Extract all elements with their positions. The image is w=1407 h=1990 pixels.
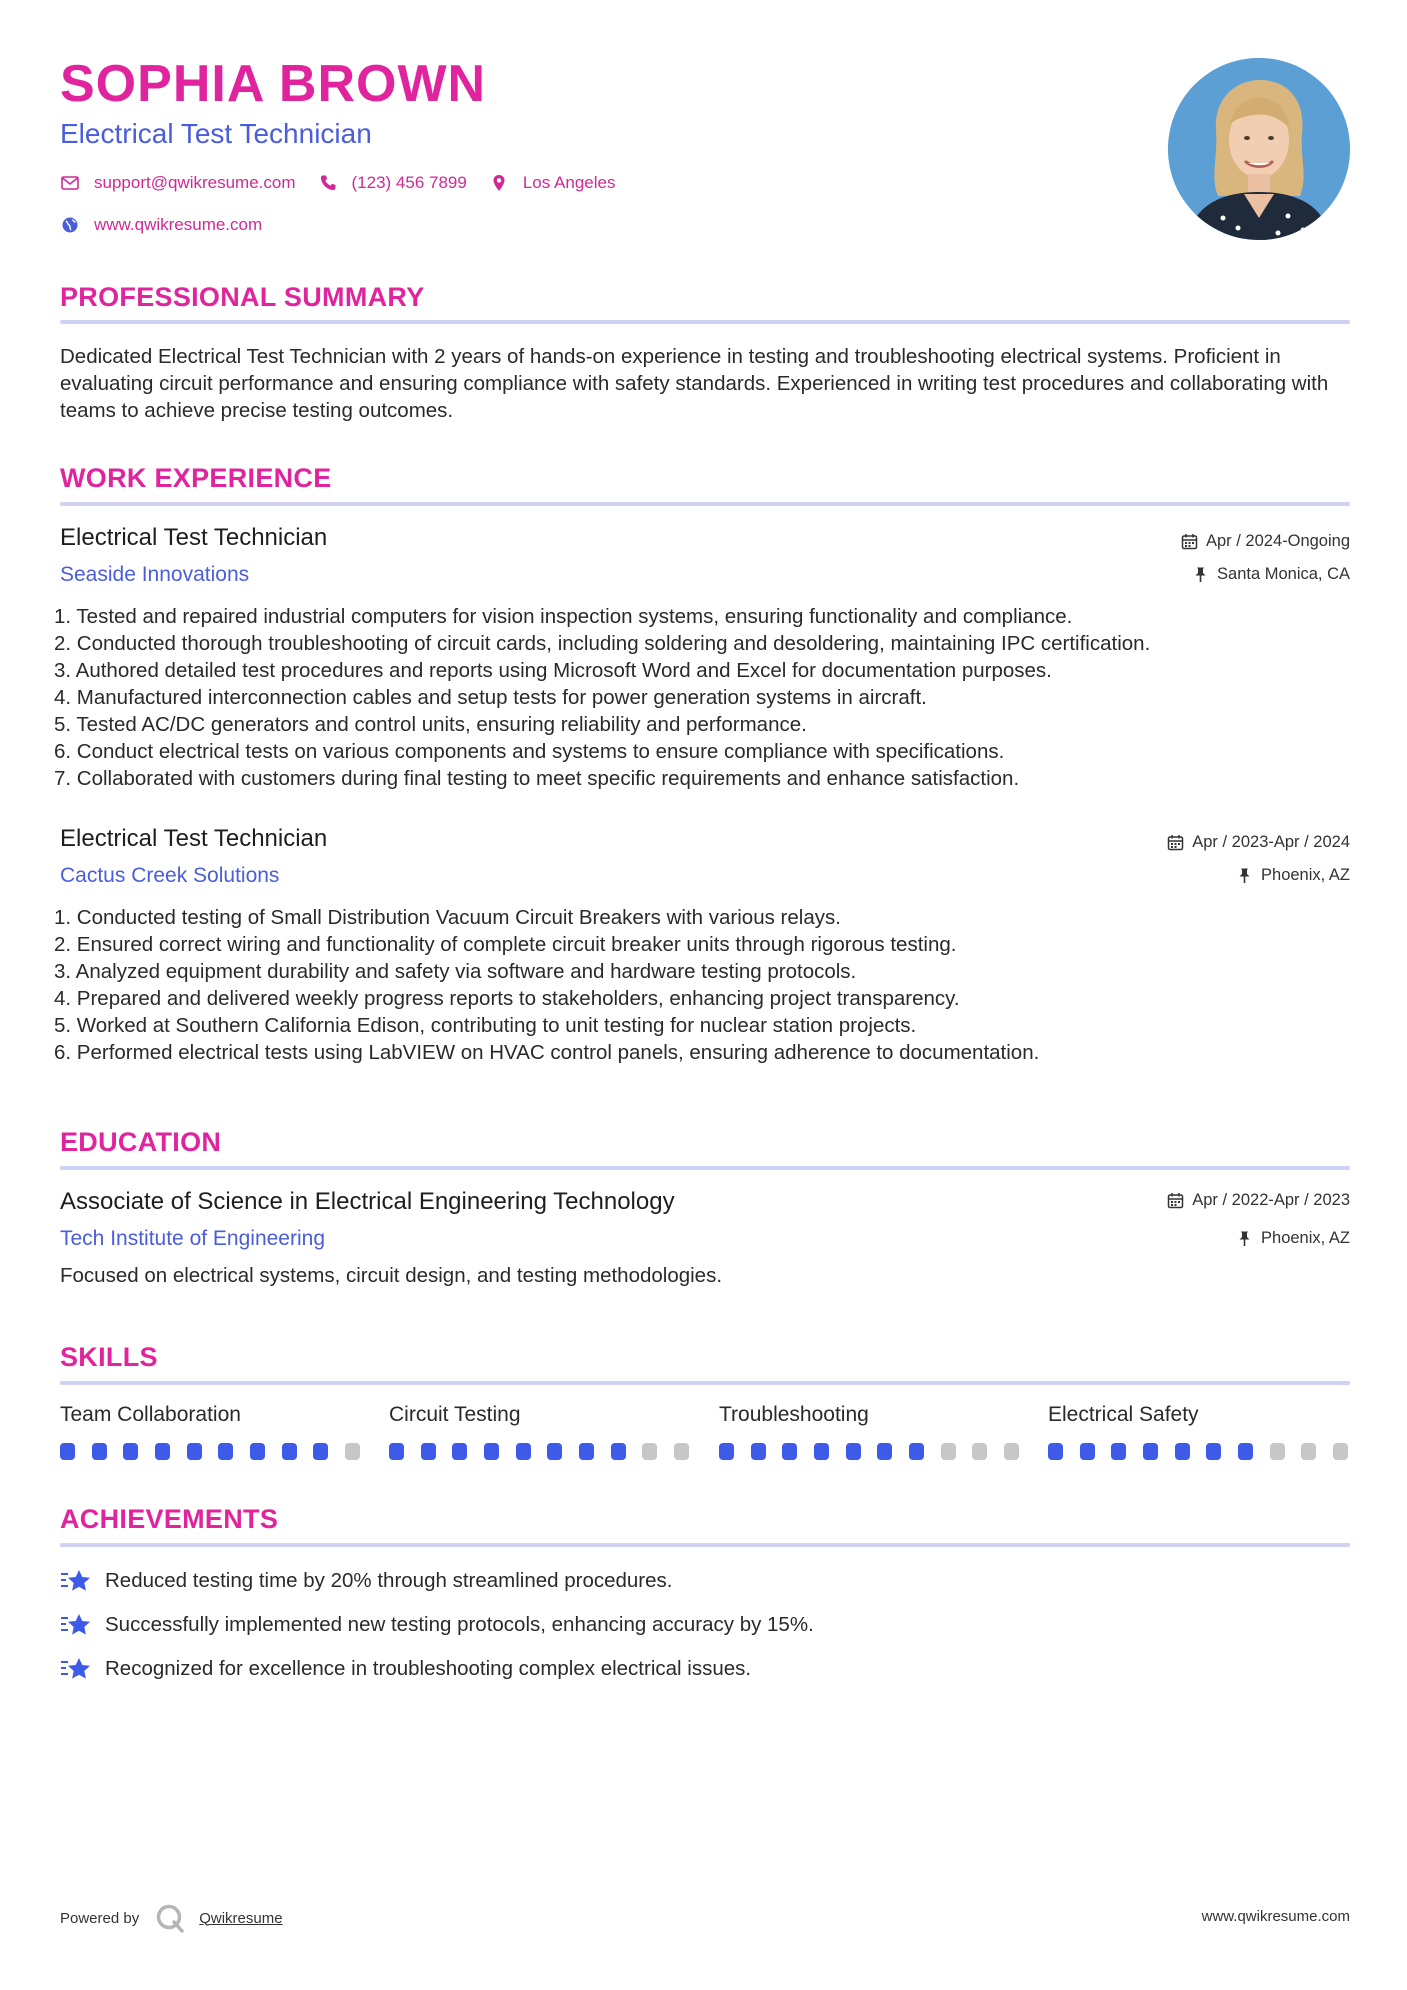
star-badge-icon — [60, 1655, 92, 1683]
candidate-name: SOPHIA BROWN — [60, 55, 487, 113]
job-dates-text: Apr / 2024-Ongoing — [1205, 532, 1350, 551]
job-bullets — [54, 904, 1354, 1066]
calendar-icon — [1167, 1192, 1184, 1209]
skill-dot-filled — [250, 1443, 265, 1460]
skill-dot-filled — [313, 1443, 328, 1460]
skill-dot-filled — [187, 1443, 202, 1460]
job-location-text: Santa Monica, CA — [1217, 565, 1350, 584]
skill-dot-empty — [1333, 1443, 1348, 1460]
section-title-education: EDUCATION — [60, 1127, 222, 1157]
education-dates — [1167, 1192, 1350, 1209]
footer-powered-by — [60, 1903, 283, 1933]
section-title-skills: SKILLS — [60, 1342, 158, 1372]
skill-dot-filled — [1111, 1443, 1126, 1460]
skill-dot-filled — [611, 1443, 626, 1460]
location-text: Los Angeles — [522, 173, 616, 192]
email-text: support@qwikresume.com — [94, 173, 296, 192]
list-item: 5. Worked at Southern California Edison, contributing to unit testing for nuclear station projects. — [54, 1014, 917, 1037]
education-location-text: Phoenix, AZ — [1261, 1229, 1350, 1248]
achievement-item — [60, 1655, 751, 1683]
skill-dot-filled — [282, 1443, 297, 1460]
email-icon — [60, 173, 80, 193]
skill-dot-filled — [1143, 1443, 1158, 1460]
phone-icon — [318, 173, 338, 193]
list-item: 3. Analyzed equipment durability and safety via software and hardware testing protocols. — [54, 960, 857, 983]
skill-dot-empty — [1270, 1443, 1285, 1460]
skill-dot-filled — [846, 1443, 861, 1460]
section-divider — [60, 1543, 1350, 1547]
job-company: Seaside Innovations — [60, 563, 250, 586]
skill-item — [60, 1404, 360, 1460]
skill-dot-filled — [782, 1443, 797, 1460]
skill-dot-filled — [1048, 1443, 1063, 1460]
skill-rating — [719, 1443, 1019, 1460]
skill-rating — [60, 1443, 360, 1460]
skill-item — [1048, 1404, 1348, 1460]
pushpin-icon — [1236, 1230, 1253, 1247]
achievement-text: Recognized for excellence in troubleshooting complex electrical issues. — [105, 1657, 752, 1680]
footer-site-link[interactable]: www.qwikresume.com — [1201, 1908, 1350, 1925]
job-bullets — [54, 603, 1354, 792]
skill-item — [719, 1404, 1019, 1460]
skill-dot-filled — [516, 1443, 531, 1460]
list-item: 6. Conduct electrical tests on various components and systems to ensure compliance with specifications. — [54, 740, 1005, 763]
section-divider — [60, 1166, 1350, 1170]
star-badge-icon — [60, 1567, 92, 1595]
skill-dot-filled — [1206, 1443, 1221, 1460]
job-location — [1192, 566, 1350, 583]
skill-dot-filled — [909, 1443, 924, 1460]
list-item: 4. Manufactured interconnection cables and setup tests for power generation systems in aircraft. — [54, 686, 927, 709]
education-location — [1236, 1230, 1350, 1247]
job-dates — [1167, 834, 1350, 851]
skill-dot-empty — [1004, 1443, 1019, 1460]
job-dates-text: Apr / 2023-Apr / 2024 — [1192, 833, 1350, 852]
phone-text: (123) 456 7899 — [351, 173, 467, 192]
skill-name: Team Collaboration — [60, 1403, 241, 1426]
education-dates-text: Apr / 2022-Apr / 2023 — [1192, 1191, 1350, 1210]
achievement-text: Reduced testing time by 20% through streamlined procedures. — [105, 1569, 673, 1592]
skill-item — [389, 1404, 689, 1460]
section-divider — [60, 502, 1350, 506]
qwikresume-logo-icon — [155, 1903, 185, 1933]
section-title-summary: PROFESSIONAL SUMMARY — [60, 282, 425, 312]
list-item: 1. Conducted testing of Small Distribution Vacuum Circuit Breakers with various relays. — [54, 906, 841, 929]
skill-dot-empty — [941, 1443, 956, 1460]
list-item: 2. Ensured correct wiring and functionality of complete circuit breaker units through rigorous testing. — [54, 933, 957, 956]
skill-dot-empty — [345, 1443, 360, 1460]
contact-website[interactable] — [60, 215, 262, 235]
skill-dot-empty — [972, 1443, 987, 1460]
skill-rating — [1048, 1443, 1348, 1460]
contact-row-secondary — [60, 215, 284, 235]
education-description: Focused on electrical systems, circuit design, and testing methodologies. — [60, 1264, 723, 1287]
skill-name: Circuit Testing — [389, 1403, 521, 1426]
achievement-text: Successfully implemented new testing protocols, enhancing accuracy by 15%. — [105, 1613, 814, 1636]
skill-dot-filled — [547, 1443, 562, 1460]
summary-text: Dedicated Electrical Test Technician with 2 years of hands-on experience in testing and troubleshooting electrical systems. Proficient in evaluating circuit performance and ensuring compliance with safety standards. Experienced in writing test procedures and collaborating with teams to achieve precise testing outcomes. — [60, 345, 1329, 422]
skill-dot-empty — [642, 1443, 657, 1460]
location-pin-icon — [489, 173, 509, 193]
section-title-experience: WORK EXPERIENCE — [60, 463, 332, 493]
job-title: Electrical Test Technician — [60, 524, 328, 551]
pushpin-icon — [1192, 566, 1209, 583]
education-degree: Associate of Science in Electrical Engineering Technology — [60, 1188, 675, 1215]
skill-dot-filled — [579, 1443, 594, 1460]
pushpin-icon — [1236, 867, 1253, 884]
calendar-icon — [1167, 834, 1184, 851]
list-item: 5. Tested AC/DC generators and control units, ensuring reliability and performance. — [54, 713, 807, 736]
skill-dot-filled — [123, 1443, 138, 1460]
skill-dot-filled — [92, 1443, 107, 1460]
job-title: Electrical Test Technician — [60, 825, 328, 852]
skill-rating — [389, 1443, 689, 1460]
list-item: 2. Conducted thorough troubleshooting of circuit cards, including soldering and desoldering, maintaining IPC certification. — [54, 632, 1151, 655]
skill-dot-filled — [1175, 1443, 1190, 1460]
section-title-achievements: ACHIEVEMENTS — [60, 1504, 279, 1534]
skill-dot-filled — [877, 1443, 892, 1460]
footer-brand-link[interactable]: Qwikresume — [199, 1909, 283, 1927]
list-item: 1. Tested and repaired industrial computers for vision inspection systems, ensuring functionality and compliance. — [54, 605, 1073, 628]
globe-icon — [60, 215, 80, 235]
skill-dot-empty — [1301, 1443, 1316, 1460]
achievement-item — [60, 1611, 814, 1639]
job-company: Cactus Creek Solutions — [60, 864, 280, 887]
skill-dot-filled — [452, 1443, 467, 1460]
website-text: www.qwikresume.com — [94, 215, 263, 234]
job-location-text: Phoenix, AZ — [1261, 866, 1350, 885]
list-item: 6. Performed electrical tests using LabVIEW on HVAC control panels, ensuring adherence to documentation. — [54, 1041, 1040, 1064]
star-badge-icon — [60, 1611, 92, 1639]
profile-photo — [1168, 58, 1350, 240]
contact-email[interactable] — [60, 173, 296, 193]
list-item: 3. Authored detailed test procedures and reports using Microsoft Word and Excel for documentation purposes. — [54, 659, 1052, 682]
section-divider — [60, 1381, 1350, 1385]
skill-dot-filled — [421, 1443, 436, 1460]
skill-dot-filled — [389, 1443, 404, 1460]
list-item: 7. Collaborated with customers during final testing to meet specific requirements and enhance satisfaction. — [54, 767, 1020, 790]
skill-dot-empty — [674, 1443, 689, 1460]
candidate-role: Electrical Test Technician — [60, 118, 372, 149]
contact-phone[interactable] — [318, 173, 467, 193]
skill-dot-filled — [751, 1443, 766, 1460]
skill-dot-filled — [218, 1443, 233, 1460]
calendar-icon — [1181, 533, 1198, 550]
contact-row-primary — [60, 173, 637, 193]
skill-dot-filled — [1080, 1443, 1095, 1460]
skill-name: Electrical Safety — [1048, 1403, 1199, 1426]
skill-dot-filled — [814, 1443, 829, 1460]
powered-by-label: Powered by — [60, 1909, 140, 1927]
achievement-item — [60, 1567, 672, 1595]
skill-dot-filled — [719, 1443, 734, 1460]
section-divider — [60, 320, 1350, 324]
education-school: Tech Institute of Engineering — [60, 1227, 326, 1250]
skill-dot-filled — [155, 1443, 170, 1460]
profile-portrait-illustration — [1168, 58, 1350, 240]
skill-dot-filled — [484, 1443, 499, 1460]
job-location — [1236, 867, 1350, 884]
contact-location — [489, 173, 616, 193]
job-dates — [1181, 533, 1350, 550]
skill-name: Troubleshooting — [719, 1403, 869, 1426]
skill-dot-filled — [60, 1443, 75, 1460]
skill-dot-filled — [1238, 1443, 1253, 1460]
list-item: 4. Prepared and delivered weekly progress reports to stakeholders, enhancing project transparency. — [54, 987, 960, 1010]
